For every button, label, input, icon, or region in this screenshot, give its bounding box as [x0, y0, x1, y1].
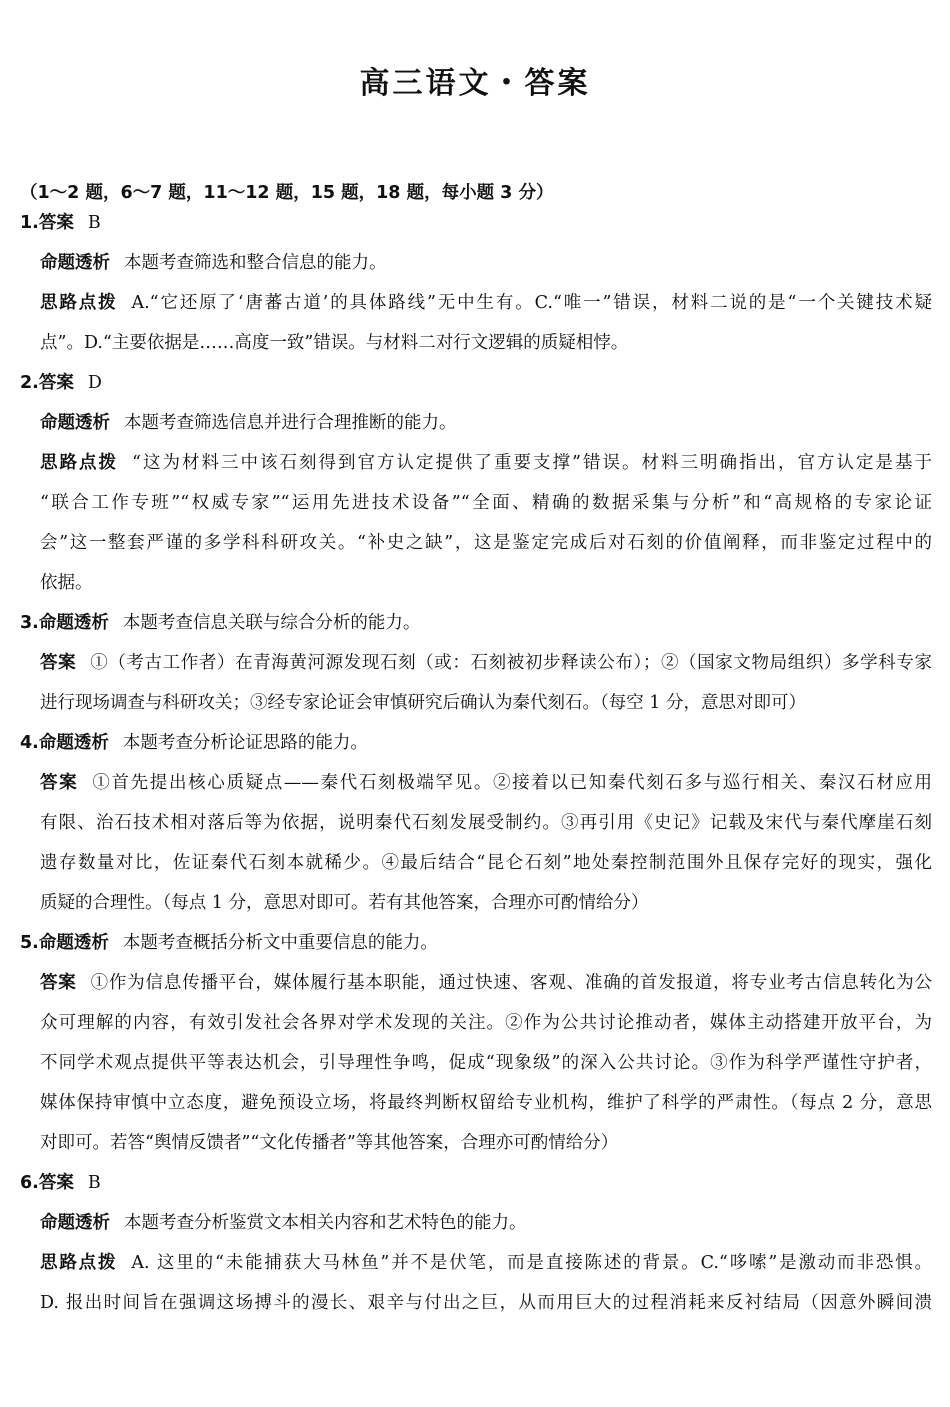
q3-answer-line-1 [40, 650, 932, 676]
q1-analysis-label: 命题透析 [40, 253, 110, 273]
q3-number: 3. [20, 613, 39, 633]
q6-answer: B [87, 1173, 101, 1193]
q2-answer-line [20, 370, 932, 396]
q3-answer-label: 答案 [40, 653, 77, 673]
q2-analysis-text: 本题考查筛选信息并进行合理推断的能力。 [124, 413, 457, 433]
q4-answer-label: 答案 [40, 773, 79, 793]
q3-analysis-label: 命题透析 [38, 613, 109, 633]
q3-analysis-text: 本题考查信息关联与综合分析的能力。 [122, 613, 421, 633]
score-note: （1～2 题，6～7 题，11～12 题，15 题，18 题，每小题 3 分） [20, 183, 554, 203]
q6-answer-line [20, 1170, 932, 1196]
q6-number: 6. [20, 1173, 39, 1193]
q5-answer-line-2: 众可理解的内容，有效引发社会各界对学术发现的关注。②作为公共讨论推动者，媒体主动搭建开放平台，为 [40, 1013, 932, 1033]
q6-hint-text-1: A. 这里的“未能捕获大马林鱼”并不是伏笔，而是直接陈述的背景。C.“哆嗦”是激动而非恐惧。 [131, 1253, 932, 1273]
q5-answer-line-1 [40, 970, 932, 996]
q2-number: 2. [20, 373, 39, 393]
page-title: 高三语文・答案 [359, 66, 591, 101]
q4-analysis [20, 730, 932, 756]
q2-answer-label: 答案 [38, 373, 74, 393]
q3-answer-text-1: ①（考古工作者）在青海黄河源发现石刻（或：石刻被初步释读公布）；②（国家文物局组织）多学科专家 [90, 653, 932, 673]
q6-hint-line-2: D. 报出时间旨在强调这场搏斗的漫长、艰辛与付出之巨，从而用巨大的过程消耗来反衬结局（因意外瞬间溃 [40, 1293, 932, 1313]
q1-hint-line-2: 点”。D.“主要依据是……高度一致”错误。与材料二对行文逻辑的质疑相悖。 [40, 333, 629, 353]
q6-analysis-label: 命题透析 [40, 1213, 110, 1233]
q5-analysis-label: 命题透析 [38, 933, 109, 953]
q5-answer-line-4: 媒体保持审慎中立态度，避免预设立场，将最终判断权留给专业机构，维护了科学的严肃性。（每点 2 分，意思 [40, 1093, 932, 1113]
q2-hint-line-2: “联合工作专班”“权威专家”“运用先进技术设备”“全面、精确的数据采集与分析”和“高规格的专家论证 [40, 493, 932, 513]
q5-analysis [20, 930, 932, 956]
q1-number: 1. [20, 213, 39, 233]
q1-answer: B [87, 213, 101, 233]
q1-analysis [40, 250, 932, 276]
q1-analysis-text: 本题考查筛选和整合信息的能力。 [124, 253, 387, 273]
q6-hint-line-1 [40, 1250, 932, 1276]
q5-answer-label: 答案 [40, 973, 77, 993]
q5-answer-line-3: 不同学术观点提供平等表达机会，引导理性争鸣，促成“现象级”的深入公共讨论。③作为科学严谨性守护者， [40, 1053, 932, 1073]
q6-analysis-text: 本题考查分析鉴赏文本相关内容和艺术特色的能力。 [124, 1213, 527, 1233]
q2-analysis-label: 命题透析 [40, 413, 110, 433]
q2-hint-line-4: 依据。 [40, 573, 93, 593]
q4-number: 4. [20, 733, 39, 753]
q1-answer-label: 答案 [38, 213, 74, 233]
q1-hint-line-1 [40, 290, 932, 316]
q4-answer-line-2: 有限、治石技术相对落后等为依据，说明秦代石刻发展受制约。③再引用《史记》记载及宋代与秦代摩崖石刻 [40, 813, 932, 833]
q1-hint-text-1: A.“它还原了‘唐蕃古道’的具体路线”无中生有。C.“唯一”错误，材料二说的是“一个关键技术疑 [131, 293, 933, 313]
q2-hint-line-1 [40, 450, 932, 476]
q1-hint-label: 思路点拨 [40, 293, 118, 313]
q5-analysis-text: 本题考查概括分析文中重要信息的能力。 [122, 933, 438, 953]
q4-answer-line-3: 遗存数量对比，佐证秦代石刻本就稀少。④最后结合“昆仑石刻”地处秦控制范围外且保存完好的现实，强化 [40, 853, 932, 873]
q2-hint-text-1: “这为材料三中该石刻得到官方认定提供了重要支撑”错误。材料三明确指出，官方认定是基于 [132, 453, 933, 473]
q1-answer-line [20, 210, 932, 236]
q4-analysis-text: 本题考查分析论证思路的能力。 [122, 733, 368, 753]
q6-hint-label: 思路点拨 [40, 1253, 118, 1273]
q5-answer-line-5: 对即可。若答“舆情反馈者”“文化传播者”等其他答案，合理亦可酌情给分） [40, 1133, 619, 1153]
q5-number: 5. [20, 933, 39, 953]
q4-analysis-label: 命题透析 [38, 733, 109, 753]
q3-answer-line-2: 进行现场调查与科研攻关；③经专家论证会审慎研究后确认为秦代刻石。（每空 1 分，意思对即可） [40, 693, 807, 713]
q6-analysis [40, 1210, 932, 1236]
q2-answer: D [87, 373, 102, 393]
q2-hint-label: 思路点拨 [40, 453, 119, 473]
q4-answer-line-1 [40, 770, 932, 796]
q5-answer-text-1: ①作为信息传播平台，媒体履行基本职能，通过快速、客观、准确的首发报道，将专业考古信息转化为公 [90, 973, 933, 993]
q2-hint-line-3: 会”这一整套严谨的多学科科研攻关。“补史之缺”，这是鉴定完成后对石刻的价值阐释，而非鉴定过程中的 [40, 533, 932, 553]
q6-answer-label: 答案 [38, 1173, 74, 1193]
q4-answer-line-4: 质疑的合理性。（每点 1 分，意思对即可。若有其他答案，合理亦可酌情给分） [40, 893, 649, 913]
q4-answer-text-1: ①首先提出核心质疑点——秦代石刻极端罕见。②接着以已知秦代刻石多与巡行相关、秦汉石材应用 [92, 773, 933, 793]
q2-analysis [40, 410, 932, 436]
q3-analysis [20, 610, 932, 636]
